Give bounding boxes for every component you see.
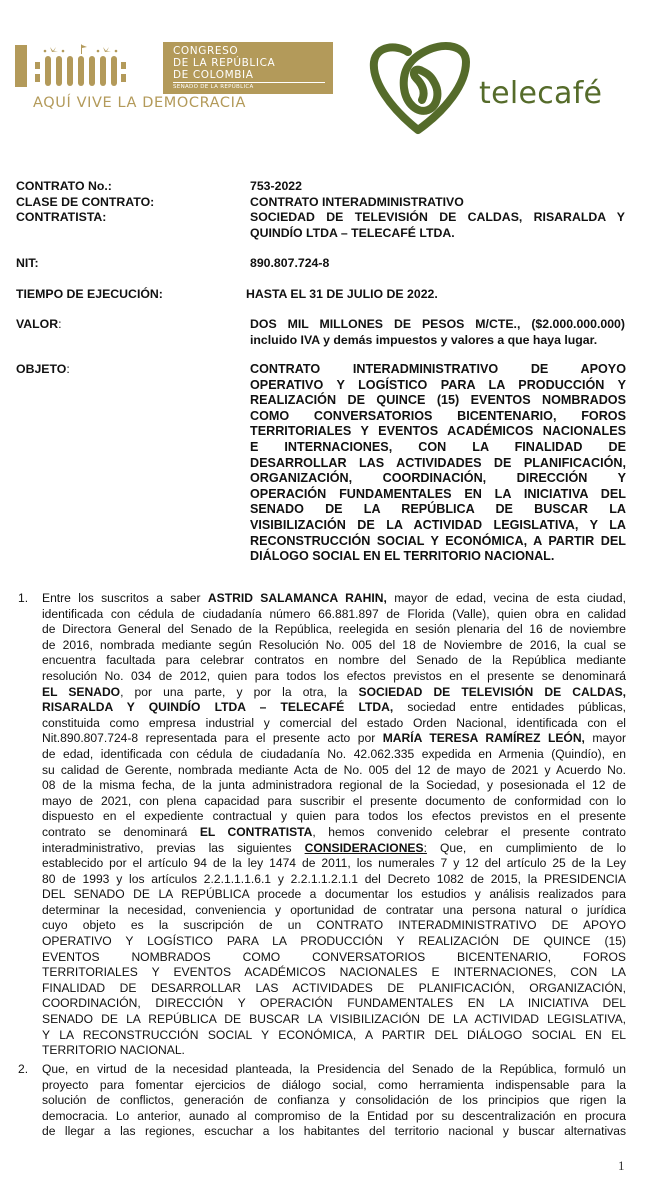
text-line: establecido por el artículo 94 de la ley 1474 de 2011, los numerales 7 y 12 del artículo 25 de la Ley bbox=[42, 856, 626, 871]
text-run: : bbox=[423, 840, 427, 855]
paragraph-2 bbox=[18, 1062, 626, 1140]
contractor-name: RISARALDA Y QUINDÍO LTDA – TELECAFÉ LTDA, bbox=[42, 700, 394, 715]
congreso-line3: DE COLOMBIA bbox=[173, 69, 254, 81]
text-line: mayo de 2021, con plena capacidad para suscribir el presente documento de conformidad con lo bbox=[42, 793, 626, 808]
text-line: dispuesto en el expediente contractual y quien para todos los efectos previstos en el presente bbox=[42, 809, 626, 824]
congreso-logo bbox=[15, 38, 335, 114]
congreso-title-box bbox=[163, 42, 333, 94]
text-run: Entre los suscritos a saber bbox=[42, 591, 208, 605]
objeto-line: ORGANIZACIÓN, COORDINACIÓN, DIRECCIÓN Y bbox=[250, 471, 626, 486]
director-name: ASTRID SALAMANCA RAHIN, bbox=[207, 591, 387, 605]
text-line: TERRITORIO NACIONAL. bbox=[42, 1043, 185, 1058]
objeto-line: RECONSTRUCCIÓN SOCIAL Y ECONÓMICA, A PARTIR DEL bbox=[250, 533, 626, 548]
telecafe-wordmark: telecafé bbox=[479, 76, 603, 111]
paragraph-number: 1. bbox=[18, 591, 29, 605]
tiempo-ejecucion-value: HASTA EL 31 DE JULIO DE 2022. bbox=[246, 287, 438, 301]
objeto-line: TERRITORIALES Y EVENTOS ACADÉMICOS NACIONALES bbox=[250, 424, 626, 439]
text-line: solución de conflictos, generación de confianza y consolidación de los principios que rigen la bbox=[42, 1093, 626, 1108]
objeto-label-colon: : bbox=[66, 362, 70, 376]
contratista-label: CONTRATISTA: bbox=[16, 210, 107, 225]
text-line: de Directora General del Senado de la República, reelegida en sesión plenaria del 16 de noviembre bbox=[42, 622, 626, 637]
text-line: de edad, identificada con cédula de ciudadanía No. 42.062.335 expedida en Armenia (Quindío), en bbox=[42, 746, 626, 761]
objeto-label-text: OBJETO bbox=[16, 362, 67, 376]
telecafe-heart-icon bbox=[366, 40, 474, 138]
objeto-line: DESARROLLAR LAS ACTIVIDADES DE PLANIFICACIÓN, bbox=[250, 455, 626, 470]
text-line: proyecto para fomentar ejercicios de diálogo social, como herramienta indispensable para la bbox=[42, 1077, 626, 1092]
text-line: COORDINACIÓN, DIRECCIÓN Y OPERACIÓN FUNDAMENTALES EN LA INICIATIVA DEL bbox=[42, 996, 626, 1011]
text-line bbox=[42, 700, 626, 716]
valor-value-line2: incluido IVA y demás impuestos y valores a que haya lugar. bbox=[250, 332, 598, 347]
congreso-tagline: AQUÍ VIVE LA DEMOCRACIA bbox=[33, 95, 247, 111]
objeto-line: SENADO DE LA REPÚBLICA DE BUSCAR LA bbox=[250, 502, 626, 517]
text-line bbox=[42, 591, 626, 607]
text-line: 80 de 1993 y los artículos 2.2.1.1.1.6.1 y 2.2.1.1.2.1.1 del Decreto 1082 de 2015, la PRESIDENCIA bbox=[42, 871, 626, 886]
objeto-line: VISIBILIZACIÓN DE LA ACTIVIDAD LEGISLATIVA, Y LA bbox=[250, 517, 626, 532]
text-run: interadministrativo, previas las siguientes bbox=[42, 840, 305, 855]
objeto-value bbox=[250, 362, 626, 565]
text-line: 08 de la misma fecha, de la junta administradora regional de la Sociedad, y posesionada el 12 de bbox=[42, 778, 626, 793]
text-run: , hemos convenido celebrar el presente contrato bbox=[312, 824, 626, 839]
contratista-value-line2: QUINDÍO LTDA – TELECAFÉ LTDA. bbox=[250, 225, 455, 240]
text-line: Que, en virtud de la necesidad planteada, la Presidencia del Senado de la República, formuló un bbox=[42, 1062, 626, 1076]
text-run: mayor bbox=[584, 731, 626, 746]
valor-label-colon: : bbox=[58, 317, 62, 331]
text-line: identificada con cédula de ciudadanía número 66.881.897 de Florida (Valle), quien obra en calidad bbox=[42, 606, 626, 621]
telecafe-logo bbox=[366, 40, 636, 138]
text-line bbox=[42, 731, 626, 747]
text-line: cuyo objeto es la suscripción de un CONTRATO INTERADMINISTRATIVO DE APOYO bbox=[42, 918, 626, 933]
nit-label: NIT: bbox=[16, 256, 39, 270]
clase-contrato-value: CONTRATO INTERADMINISTRATIVO bbox=[250, 194, 464, 209]
contrato-no-value: 753-2022 bbox=[250, 179, 302, 193]
text-line: EVENTOS NOMBRADOS COMO CONVERSATORIOS BICENTENARIO, FOROS bbox=[42, 949, 626, 964]
tiempo-ejecucion-label: TIEMPO DE EJECUCIÓN: bbox=[16, 287, 163, 301]
text-line bbox=[42, 825, 626, 841]
valor-label bbox=[16, 317, 62, 333]
text-run: sociedad entre entidades públicas, bbox=[393, 700, 626, 715]
objeto-line: DIÁLOGO SOCIAL EN EL TERRITORIO NACIONAL. bbox=[250, 549, 555, 564]
objeto-label bbox=[16, 362, 70, 378]
text-line: encuentra facultada para celebrar contratos en nombre del Senado de la República mediante bbox=[42, 653, 626, 668]
nit-value: 890.807.724-8 bbox=[250, 256, 330, 270]
text-line: SENADO DE LA REPÚBLICA DE BUSCAR LA VISIBILIZACIÓN DE LA ACTIVIDAD LEGISLATIVA, bbox=[42, 1012, 626, 1027]
valor-label-text: VALOR bbox=[16, 317, 59, 331]
text-run: mayor de edad, vecina de esta ciudad, bbox=[386, 591, 627, 605]
paragraph-2-text bbox=[42, 1062, 626, 1140]
manager-name: MARÍA TERESA RAMÍREZ LEÓN, bbox=[382, 731, 585, 746]
text-run: Nit.890.807.724-8 representada para el presente acto por bbox=[42, 731, 383, 746]
valor-value-line1: DOS MIL MILLONES DE PESOS M/CTE., ($2.000.000.000) bbox=[250, 317, 625, 331]
capitol-building-icon bbox=[15, 42, 155, 94]
objeto-line: COMO CONVERSATORIOS BICENTENARIO, FOROS bbox=[250, 408, 626, 423]
text-line: de llegar a las regiones, escuchar a los habitantes del territorio nacional y buscar alternativas bbox=[42, 1124, 626, 1139]
text-line: FINALIDAD DE DESARROLLAR LAS ACTIVIDADES DE PLANIFICACIÓN, ORGANIZACIÓN, bbox=[42, 980, 626, 995]
paragraph-1-text bbox=[42, 591, 626, 1059]
text-line bbox=[42, 685, 626, 701]
paragraph-number: 2. bbox=[18, 1062, 29, 1076]
text-line: de 2016, nombrada mediante según Resolución No. 005 del 18 de Noviembre de 2016, la cual se bbox=[42, 637, 626, 652]
consideraciones-heading: CONSIDERACIONES bbox=[304, 840, 424, 855]
text-line: resolución No. 034 de 2012, quien para todos los efectos previstos en el presente se denominará bbox=[42, 668, 626, 683]
objeto-line: E INTERNACIONES, CON LA FINALIDAD DE bbox=[250, 439, 626, 454]
page-number: 1 bbox=[618, 1158, 625, 1173]
contractor-name: SOCIEDAD DE TELEVISIÓN DE CALDAS, bbox=[358, 684, 627, 699]
contratista-value-line1: SOCIEDAD DE TELEVISIÓN DE CALDAS, RISARALDA Y bbox=[250, 210, 625, 225]
text-run: Que, en cumplimiento de lo bbox=[426, 840, 626, 855]
objeto-line: OPERATIVO Y LOGÍSTICO PARA LA PRODUCCIÓN Y bbox=[250, 377, 626, 392]
text-line: constituida como empresa industrial y comercial del estado Orden Nacional, identificada con el bbox=[42, 715, 626, 730]
text-line: Y LA RECONSTRUCCIÓN SOCIAL Y ECONÓMICA, A PARTIR DEL DIÁLOGO SOCIAL EN EL bbox=[42, 1027, 626, 1042]
text-line: democracia. Lo anterior, aunado al compromiso de la Entidad por su descentralización en procura bbox=[42, 1108, 626, 1123]
congreso-line4: SENADO DE LA REPÚBLICA bbox=[173, 82, 325, 91]
paragraph-1 bbox=[18, 591, 626, 1059]
el-senado-term: EL SENADO bbox=[42, 684, 121, 699]
congreso-line2: DE LA REPÚBLICA bbox=[173, 57, 276, 69]
objeto-line: OPERACIÓN FUNDAMENTALES EN LA INICIATIVA DEL bbox=[250, 486, 626, 501]
objeto-line: REALIZACIÓN DE QUINCE (15) EVENTOS NOMBRADOS bbox=[250, 393, 626, 408]
text-run: , por una parte, y por la otra, la bbox=[120, 684, 359, 699]
clase-contrato-label: CLASE DE CONTRATO: bbox=[16, 194, 155, 209]
text-run: contrato se denominará bbox=[42, 824, 200, 839]
text-line: OPERATIVO Y LOGÍSTICO PARA LA PRODUCCIÓN Y REALIZACIÓN DE QUINCE (15) bbox=[42, 934, 626, 949]
text-line: su calidad de Gerente, nombrada mediante Acta de No. 005 del 12 de mayo de 2021 y Acuerdo No. bbox=[42, 762, 626, 777]
congreso-line1: CONGRESO bbox=[173, 45, 239, 57]
text-line bbox=[42, 841, 626, 857]
objeto-line: CONTRATO INTERADMINISTRATIVO DE APOYO bbox=[250, 362, 626, 376]
text-line: TERRITORIALES Y EVENTOS ACADÉMICOS NACIONALES E INTERNACIONES, CON LA bbox=[42, 965, 626, 980]
text-line: determinar la necesidad, conveniencia y oportunidad de contratar una persona natural o jurídica bbox=[42, 902, 626, 917]
text-line: DEL SENADO DE LA REPÚBLICA procede a documentar los estudios y análisis realizados para bbox=[42, 887, 626, 902]
contrato-no-label: CONTRATO No.: bbox=[16, 179, 112, 193]
el-contratista-term: EL CONTRATISTA bbox=[199, 824, 313, 839]
